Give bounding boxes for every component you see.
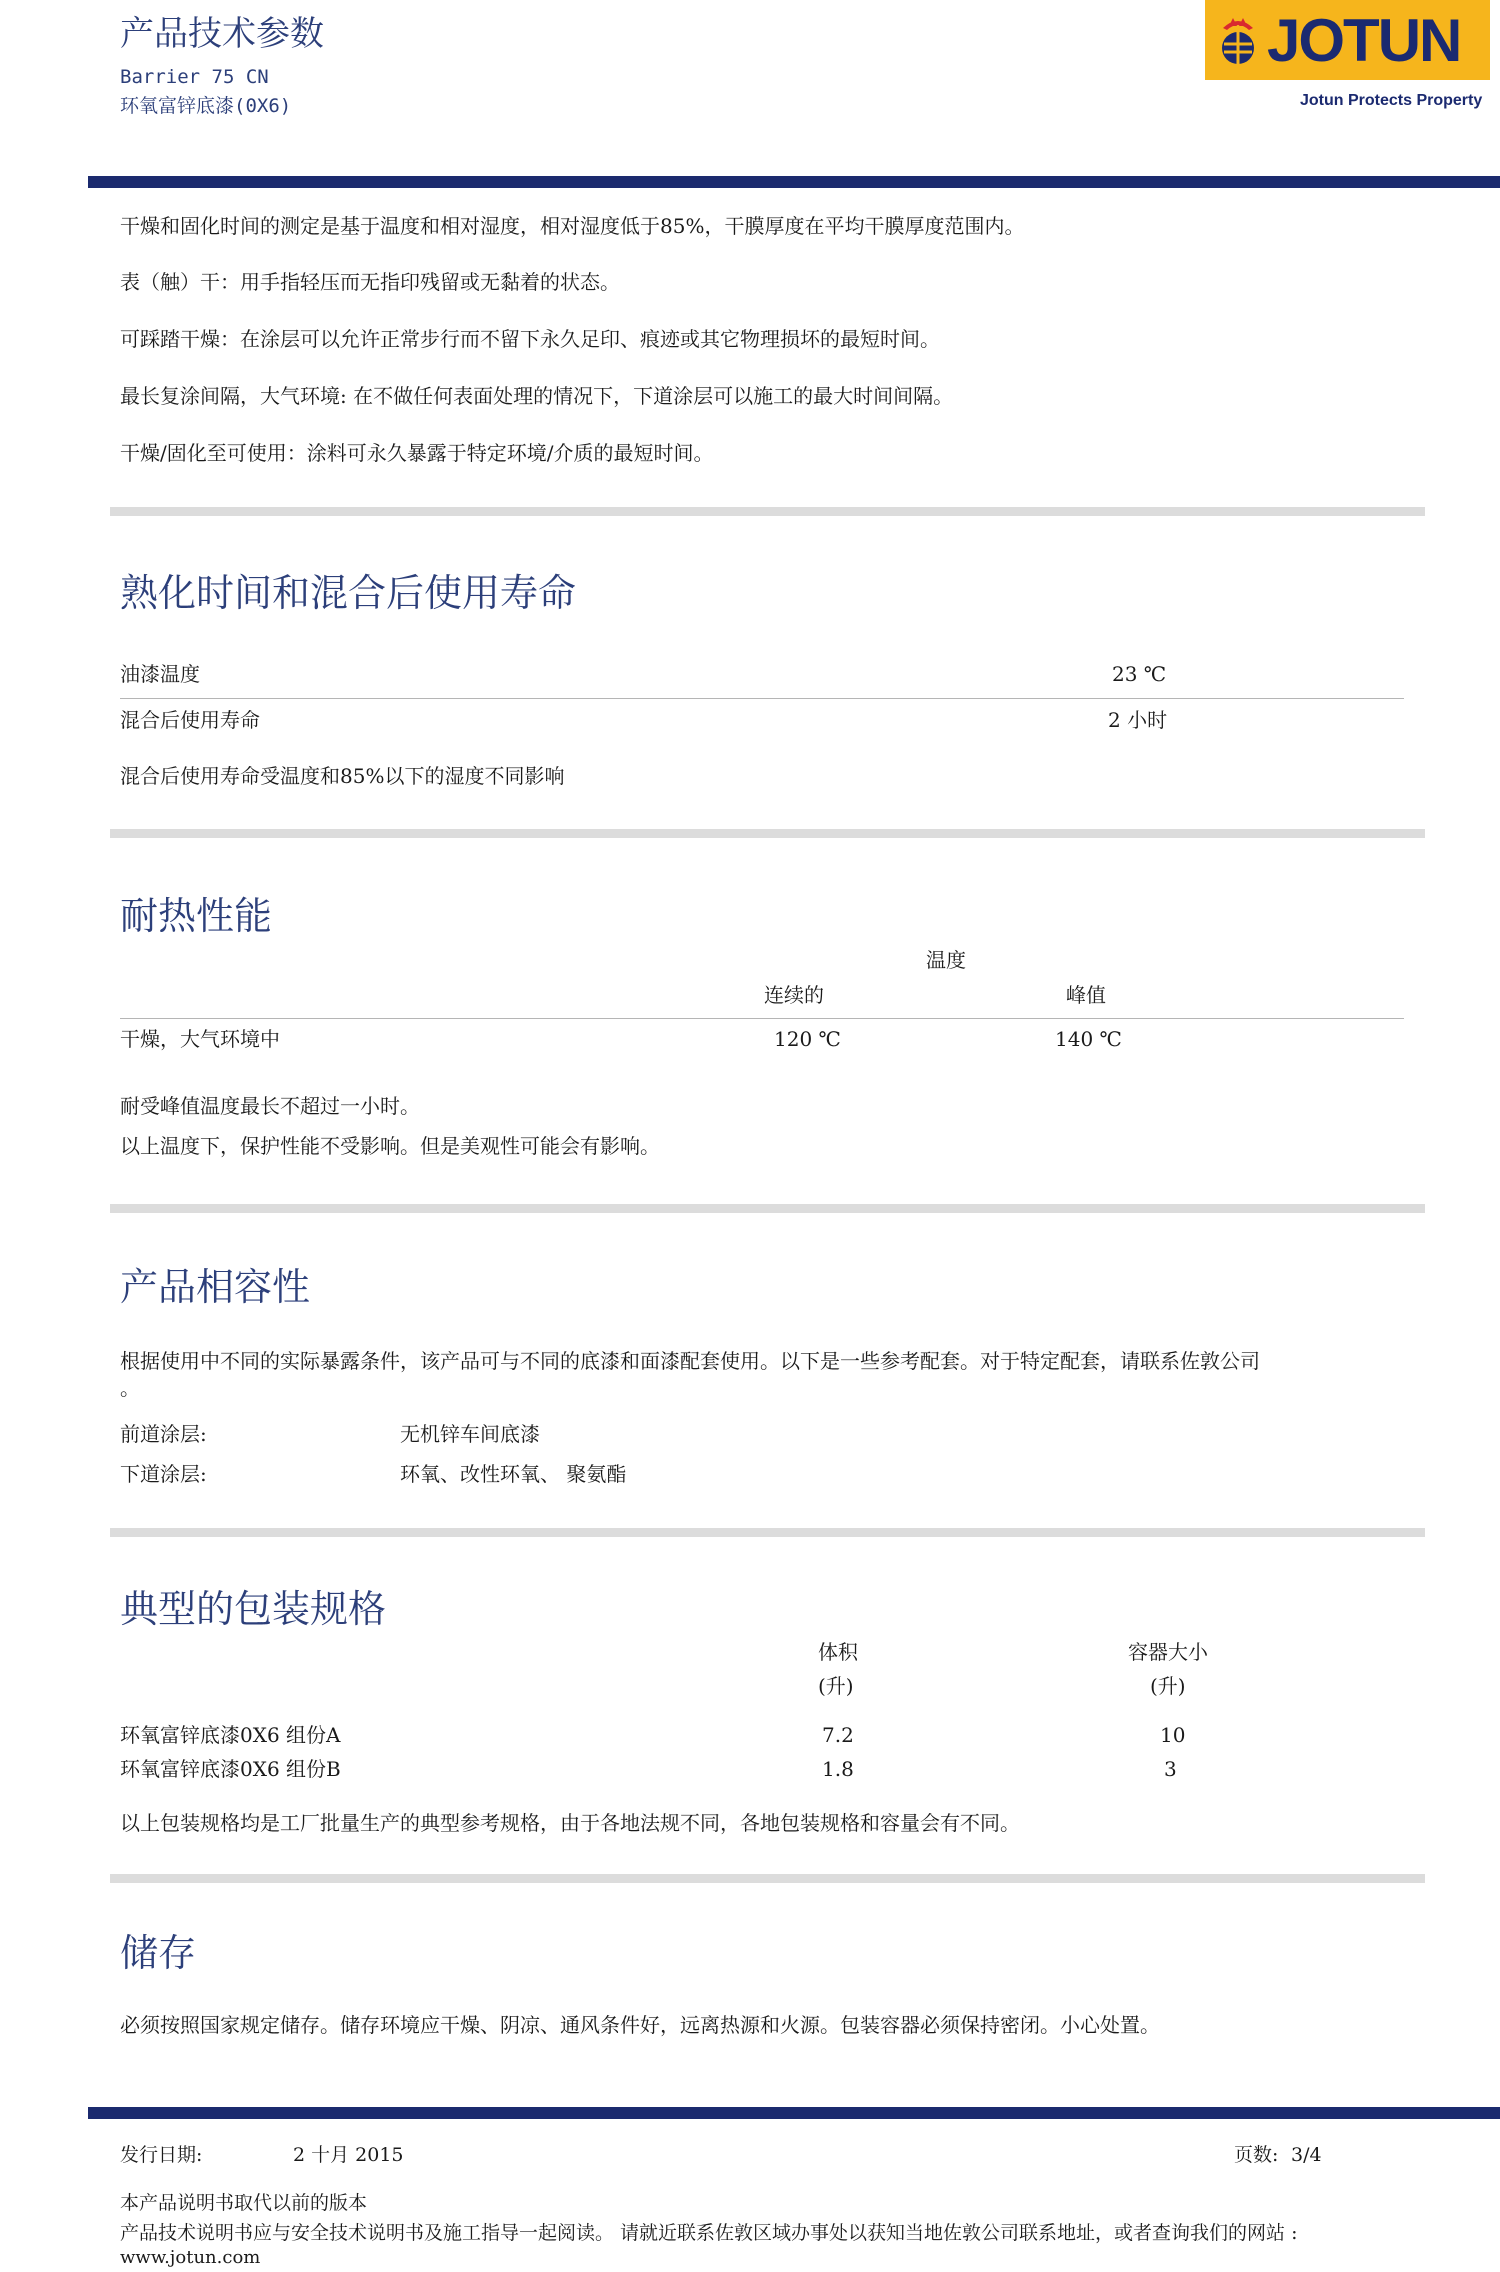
- header-bar: [88, 176, 1500, 188]
- pack-col-container-unit: (升): [1150, 1674, 1186, 1698]
- section-title-compatibility: 产品相容性: [120, 1265, 311, 1309]
- pack-row-name: 环氧富锌底漆0X6 组份B: [120, 1757, 341, 1781]
- heat-col-continuous: 连续的: [764, 983, 824, 1007]
- next-coat-label: 下道涂层:: [120, 1462, 207, 1486]
- section-title-packaging: 典型的包装规格: [120, 1587, 387, 1631]
- pack-row-name: 环氧富锌底漆0X6 组份A: [120, 1723, 341, 1747]
- note-touch-dry: 表（触）干：用手指轻压而无指印残留或无黏着的状态。: [120, 270, 620, 294]
- section-divider: [110, 829, 1425, 838]
- pot-life-value-life: 2 小时: [1108, 708, 1168, 732]
- pack-row-volume: 7.2: [822, 1723, 854, 1747]
- pack-row-container: 10: [1160, 1723, 1186, 1747]
- pot-life-label-life: 混合后使用寿命: [120, 708, 260, 732]
- section-divider: [110, 1528, 1425, 1537]
- pack-col-container: 容器大小: [1128, 1640, 1208, 1664]
- note-drying-conditions: 干燥和固化时间的测定是基于温度和相对湿度，相对湿度低于85%，干膜厚度在平均干膜厚度范围内。: [120, 214, 1025, 238]
- supersedes-note: 本产品说明书取代以前的版本: [120, 2192, 368, 2214]
- compatibility-intro-end: 。: [120, 1376, 140, 1400]
- pack-col-volume-unit: (升): [818, 1674, 854, 1698]
- compatibility-intro: 根据使用中不同的实际暴露条件，该产品可与不同的底漆和面漆配套使用。以下是一些参考配套。对于特定配套，请联系佐敦公司: [120, 1349, 1260, 1373]
- storage-text: 必须按照国家规定储存。储存环境应干燥、阴凉、通风条件好，远离热源和火源。包装容器必须保持密闭。小心处置。: [120, 2013, 1160, 2037]
- globe-icon: [1215, 14, 1261, 66]
- product-code: 环氧富锌底漆(0X6): [120, 95, 292, 117]
- heat-col-peak: 峰值: [1066, 983, 1106, 1007]
- issue-date-label: 发行日期:: [120, 2144, 203, 2166]
- jotun-logo: [1205, 0, 1490, 80]
- packaging-note: 以上包装规格均是工厂批量生产的典型参考规格，由于各地法规不同，各地包装规格和容量会有不同。: [120, 1811, 1020, 1835]
- note-recoat-interval: 最长复涂间隔，大气环境: 在不做任何表面处理的情况下，下道涂层可以施工的最大时间间隔。: [120, 384, 954, 408]
- section-title-storage: 储存: [120, 1931, 197, 1975]
- heat-note-appearance: 以上温度下，保护性能不受影响。但是美观性可能会有影响。: [120, 1134, 660, 1158]
- heat-continuous-value: 120 ℃: [774, 1027, 841, 1051]
- section-divider: [110, 1874, 1425, 1883]
- table-rule: [120, 698, 1404, 699]
- footer-bar: [88, 2107, 1500, 2119]
- note-walk-on-dry: 可踩踏干燥：在涂层可以允许正常步行而不留下永久足印、痕迹或其它物理损坏的最短时间。: [120, 327, 940, 351]
- pot-life-note: 混合后使用寿命受温度和85%以下的湿度不同影响: [120, 764, 565, 788]
- section-title-pot-life: 熟化时间和混合后使用寿命: [120, 571, 577, 615]
- pot-life-value-temp: 23 ℃: [1112, 662, 1167, 686]
- page-label: 页数:: [1234, 2144, 1279, 2166]
- section-title-heat-resistance: 耐热性能: [120, 894, 273, 938]
- product-name: Barrier 75 CN: [120, 66, 269, 88]
- issue-date-value: 2 十月 2015: [293, 2144, 404, 2166]
- previous-coat-value: 无机锌车间底漆: [400, 1422, 540, 1446]
- document-title: 产品技术参数: [120, 14, 324, 54]
- pack-col-volume: 体积: [818, 1640, 858, 1664]
- heat-col-group-header: 温度: [926, 948, 966, 972]
- heat-row-label: 干燥，大气环境中: [120, 1027, 280, 1051]
- note-cure-to-service: 干燥/固化至可使用：涂料可永久暴露于特定环境/介质的最短时间。: [120, 441, 714, 465]
- pack-row-volume: 1.8: [822, 1757, 854, 1781]
- page-number: 3/4: [1291, 2144, 1322, 2166]
- pot-life-label-temp: 油漆温度: [120, 662, 200, 686]
- brand-tagline: Jotun Protects Property: [1300, 92, 1483, 109]
- pack-row-container: 3: [1164, 1757, 1177, 1781]
- previous-coat-label: 前道涂层:: [120, 1422, 207, 1446]
- heat-note-peak: 耐受峰值温度最长不超过一小时。: [120, 1094, 420, 1118]
- heat-peak-value: 140 ℃: [1055, 1027, 1122, 1051]
- brand-wordmark: JOTUN: [1267, 7, 1461, 74]
- section-divider: [110, 1204, 1425, 1213]
- website-link[interactable]: www.jotun.com: [120, 2247, 261, 2268]
- next-coat-value: 环氧、改性环氧、 聚氨酯: [400, 1462, 627, 1486]
- read-with-note: 产品技术说明书应与安全技术说明书及施工指导一起阅读。 请就近联系佐敦区域办事处以获知当地佐敦公司联系地址，或者查询我们的网站 :: [120, 2222, 1298, 2244]
- table-rule: [120, 1018, 1404, 1019]
- section-divider: [110, 507, 1425, 516]
